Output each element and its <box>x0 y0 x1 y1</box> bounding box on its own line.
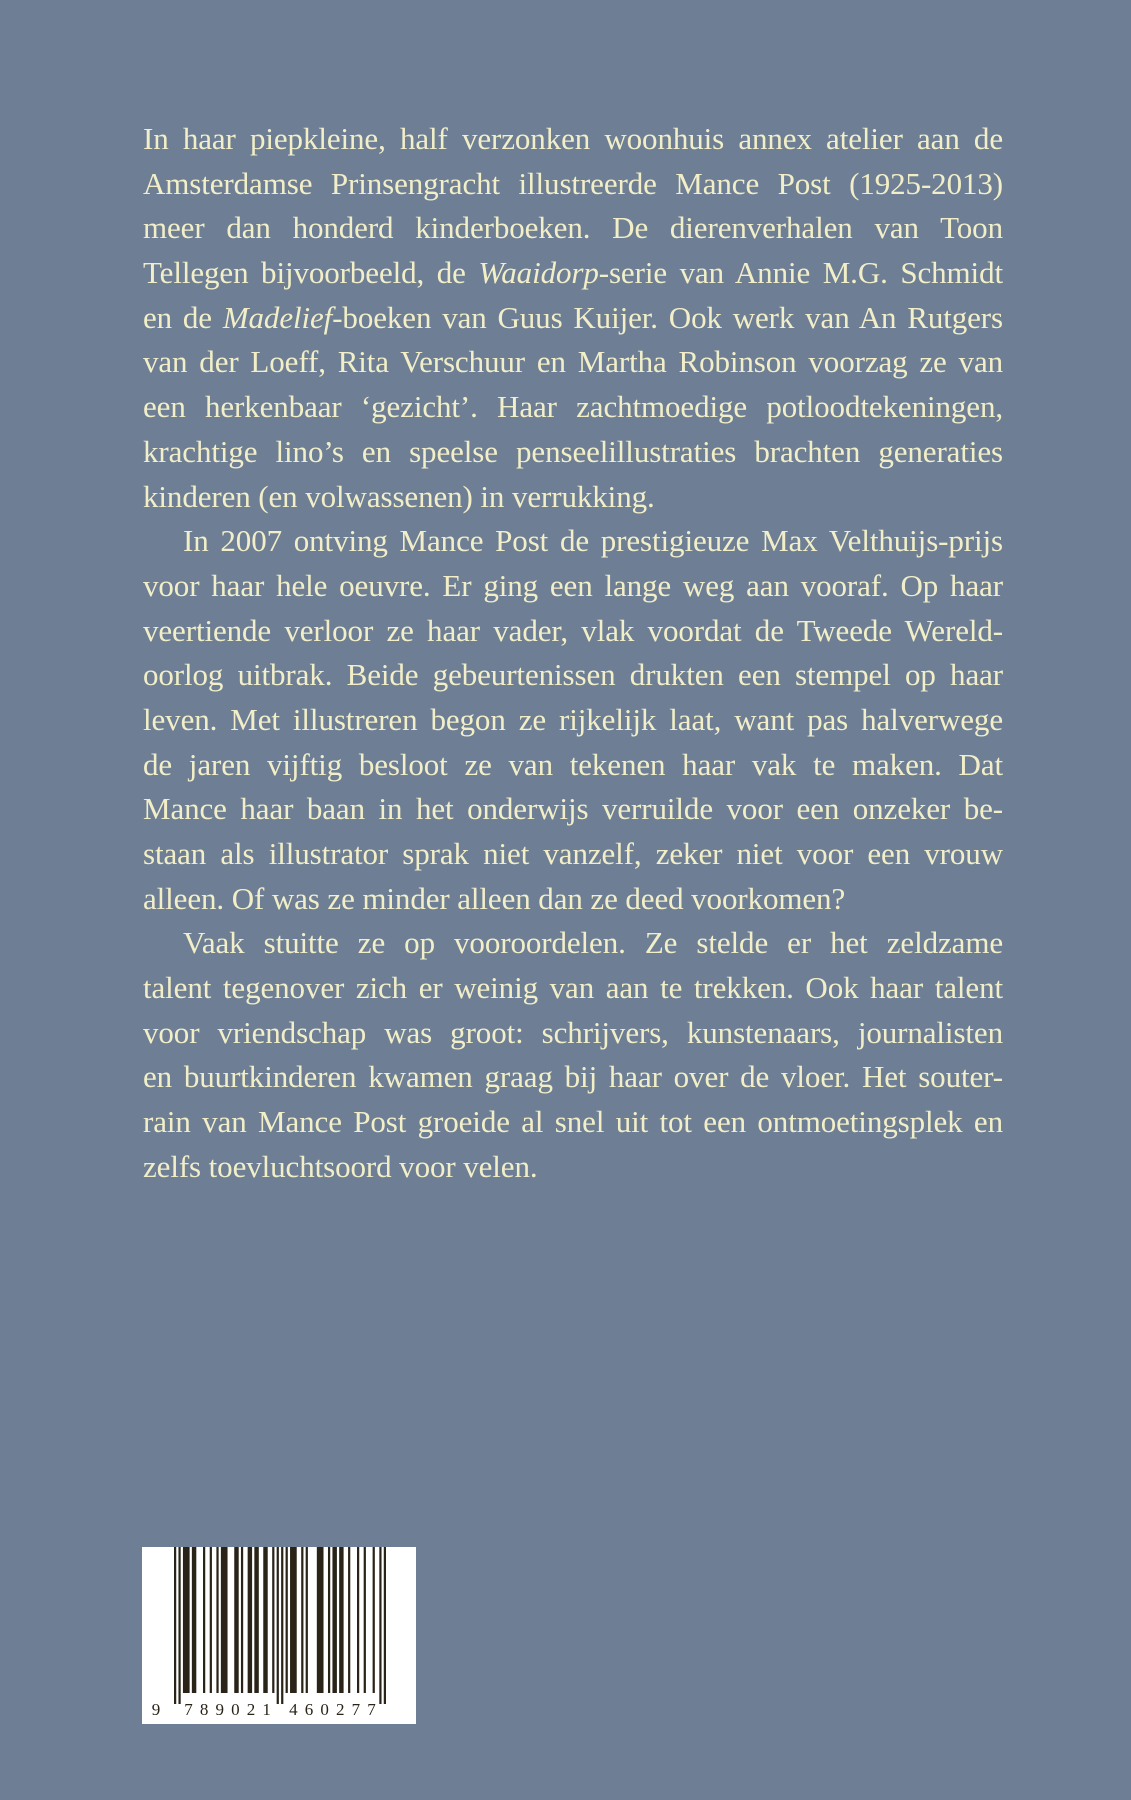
text-line <box>143 877 1003 922</box>
text-run: staan als illustrator sprak niet vanzelf, zeker niet voor een vrouw <box>143 836 1003 871</box>
text-line <box>143 787 1003 832</box>
paragraph <box>143 117 1003 519</box>
text-run: veertiende verloor ze haar vader, vlak voordat de Tweede Wereld- <box>143 612 1003 648</box>
barcode-bars <box>142 1547 416 1724</box>
text-line <box>143 519 1003 564</box>
text-line <box>143 921 1003 966</box>
text-run: zelfs toevluchtsoord voor velen. <box>143 1148 538 1184</box>
text-run: voor haar hele oeuvre. Er ging een lange weg aan vooraf. Op haar <box>143 567 1003 603</box>
svg-text:9: 9 <box>215 1700 224 1719</box>
svg-text:7: 7 <box>351 1700 361 1719</box>
text-line <box>143 340 1003 385</box>
text-run: Tellegen bijvoorbeeld, de <box>143 255 479 291</box>
text-run: In 2007 ontving Mance Post de prestigieuze Max Velthuijs-prijs <box>183 523 1003 559</box>
text-line <box>143 1055 1003 1100</box>
text-line <box>143 206 1003 251</box>
text-run: Vaak stuitte ze op vooroordelen. Ze stelde er het zeldzame <box>183 925 1003 961</box>
text-run: Mance haar baan in het onderwijs verruilde voor een onzeker be- <box>143 791 1003 827</box>
text-line <box>143 475 1003 520</box>
italic-title: Waaidorp <box>478 255 599 291</box>
text-run: -serie van Annie M.G. Schmidt <box>598 255 1003 291</box>
text-run: In haar piepkleine, half verzonken woonhuis annex atelier aan de <box>143 121 1003 156</box>
svg-text:4: 4 <box>289 1700 298 1719</box>
text-line <box>143 1100 1003 1145</box>
svg-text:1: 1 <box>262 1700 271 1719</box>
text-line <box>143 698 1003 743</box>
text-line <box>143 966 1003 1011</box>
svg-text:7: 7 <box>184 1700 193 1719</box>
svg-text:6: 6 <box>304 1700 314 1719</box>
paragraph <box>143 921 1003 1189</box>
text-run: voor vriendschap was groot: schrijvers, kunstenaars, journalisten <box>143 1014 1003 1050</box>
text-run: de jaren vijftig besloot ze van tekenen haar vak te maken. Dat <box>143 746 1003 782</box>
text-line <box>143 430 1003 475</box>
svg-text:9: 9 <box>151 1700 161 1719</box>
text-line <box>143 117 1003 162</box>
text-line <box>143 385 1003 430</box>
paragraph <box>143 519 1003 921</box>
text-line <box>143 743 1003 788</box>
text-run: alleen. Of was ze minder alleen dan ze deed voorkomen? <box>143 880 846 916</box>
text-run: Amsterdamse Prinsengracht illustreerde Mance Post (1925-2013) <box>143 165 1003 201</box>
svg-text:2: 2 <box>246 1700 256 1719</box>
text-line <box>143 296 1003 341</box>
text-line <box>143 162 1003 207</box>
svg-text:7: 7 <box>367 1700 376 1719</box>
text-run: leven. Met illustreren begon ze rijkelijk laat, want pas halverwege <box>143 701 1003 737</box>
text-run: kinderen (en volwassenen) in verrukking. <box>143 478 655 514</box>
svg-text:0: 0 <box>231 1700 240 1719</box>
text-line <box>143 564 1003 609</box>
italic-title: Madelief <box>222 299 333 335</box>
svg-text:8: 8 <box>199 1700 209 1719</box>
text-line <box>143 1145 1003 1190</box>
isbn-barcode <box>142 1547 416 1724</box>
text-run: -boeken van Guus Kuijer. Ook werk van An Rutgers <box>332 299 1003 335</box>
text-line <box>143 653 1003 698</box>
text-line <box>143 251 1003 296</box>
text-run: rain van Mance Post groeide al snel uit tot een ontmoetingsplek en <box>143 1104 1003 1140</box>
text-line <box>143 832 1003 877</box>
blurb-text <box>143 117 1003 1190</box>
text-run: en de <box>143 299 223 335</box>
text-run: een herkenbaar ‘gezicht’. Haar zachtmoedige potloodtekeningen, <box>143 389 1003 425</box>
svg-text:0: 0 <box>320 1700 329 1719</box>
text-run: krachtige lino’s en speelse penseelillustraties brachten generaties <box>143 433 1003 469</box>
text-run: en buurtkinderen kwamen graag bij haar over de vloer. Het souter- <box>143 1059 1003 1095</box>
text-run: meer dan honderd kinderboeken. De dierenverhalen van Toon <box>143 210 1003 246</box>
text-run: oorlog uitbrak. Beide gebeurtenissen drukten een stempel op haar <box>143 657 1003 693</box>
text-run: van der Loeff, Rita Verschuur en Martha Robinson voorzag ze van <box>143 344 1003 380</box>
text-line <box>143 1011 1003 1056</box>
svg-text:2: 2 <box>336 1700 345 1719</box>
text-line <box>143 609 1003 654</box>
text-run: talent tegenover zich er weinig van aan te trekken. Ook haar talent <box>143 970 1003 1006</box>
